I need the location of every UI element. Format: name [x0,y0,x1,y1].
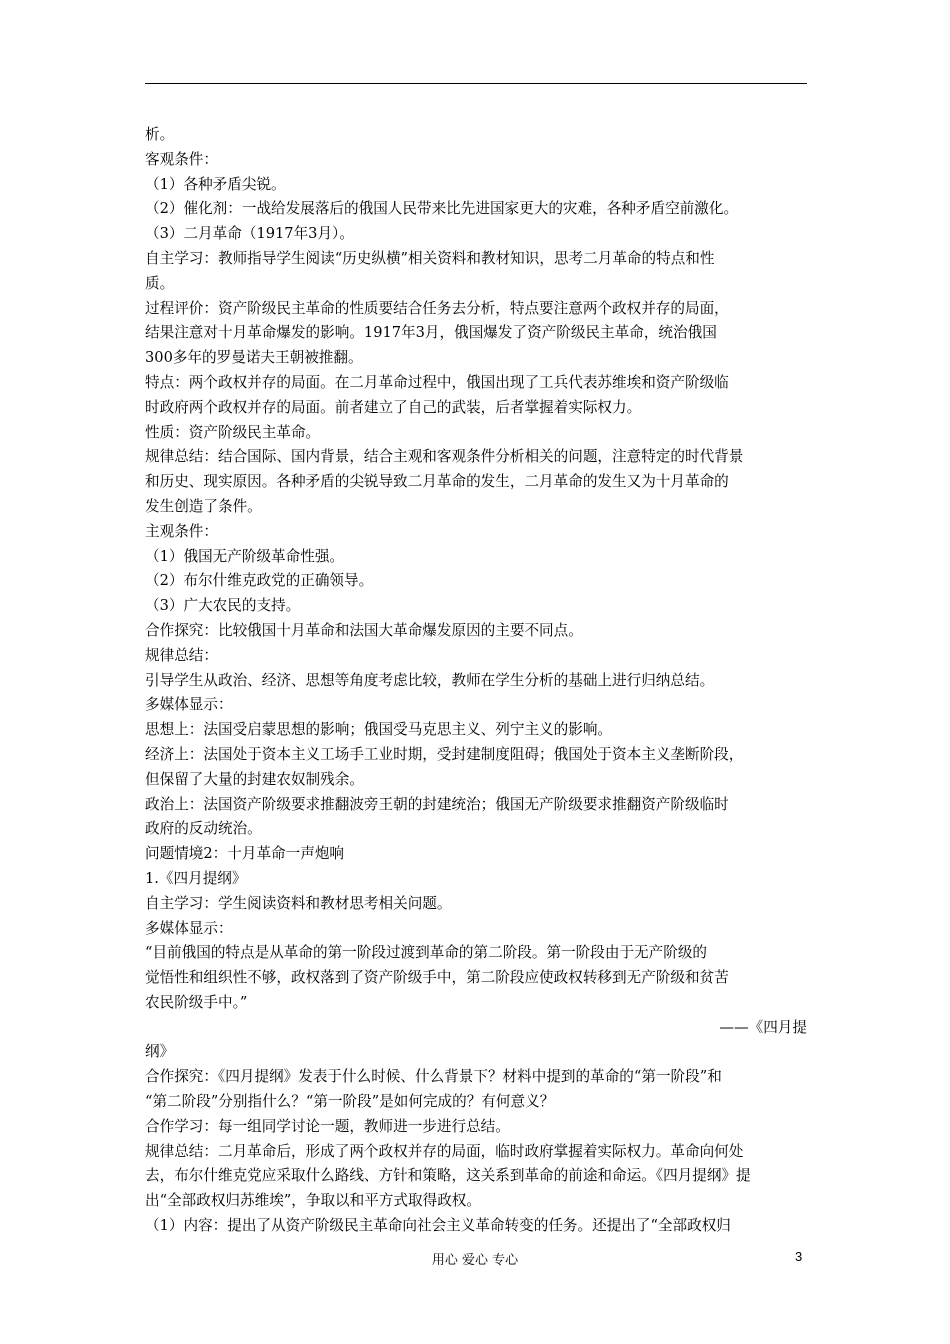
text-line: 但保留了大量的封建农奴制残余。 [145,770,364,788]
text-line: （2）催化剂：一战给发展落后的俄国人民带来比先进国家更大的灾难，各种矛盾空前激化。 [145,200,739,218]
text-line: 政治上：法国资产阶级要求推翻波旁王朝的封建统治；俄国无产阶级要求推翻资产阶级临时 [145,795,729,813]
header-rule [145,83,807,84]
quote-source: ——《四月提 [719,1018,807,1036]
text-line: 300多年的罗曼诺夫王朝被推翻。 [145,349,363,367]
text-line: 规律总结： [145,646,218,664]
quote-source-cont: 纲》 [145,1043,175,1061]
text-line: （1）俄国无产阶级革命性强。 [145,547,345,565]
text-line: 性质：资产阶级民主革命。 [145,423,321,441]
text-line: 经济上：法国处于资本主义工场手工业时期，受封建制度阻碍；俄国处于资本主义垄断阶段， [145,745,744,763]
text-line: 合作学习：每一组同学讨论一题，教师进一步进行总结。 [145,1117,510,1135]
text-line: （3）二月革命（1917年3月）。 [145,225,354,243]
text-line: 自主学习：教师指导学生阅读“历史纵横”相关资料和教材知识，思考二月革命的特点和性 [145,249,715,267]
quote-line: “目前俄国的特点是从革命的第一阶段过渡到革命的第二阶段。第一阶段由于无产阶级的 [145,944,708,962]
page-number: 3 [795,1249,803,1264]
text-line: 过程评价：资产阶级民主革命的性质要结合任务去分析，特点要注意两个政权并存的局面， [145,299,729,317]
text-line: 出“全部政权归苏维埃”，争取以和平方式取得政权。 [145,1192,481,1210]
text-line: 多媒体显示： [145,919,233,937]
text-line: （1）各种矛盾尖锐。 [145,175,286,193]
text-line: 发生创造了条件。 [145,497,262,515]
text-line: （1）内容：提出了从资产阶级民主革命向社会主义革命转变的任务。还提出了“全部政权归 [145,1217,731,1235]
text-line: 去，布尔什维克党应采取什么路线、方针和策略，这关系到革命的前途和命运。《四月提纲》提 [145,1167,751,1185]
text-line: 自主学习：学生阅读资料和教材思考相关问题。 [145,894,452,912]
text-line: 1.《四月提纲》 [145,869,247,887]
quote-line: 觉悟性和组织性不够，政权落到了资产阶级手中，第二阶段应使政权转移到无产阶级和贫苦 [145,969,729,987]
text-line: 引导学生从政治、经济、思想等角度考虑比较，教师在学生分析的基础上进行归纳总结。 [145,671,715,689]
text-line: （2）布尔什维克政党的正确领导。 [145,572,374,590]
text-line: 析。 [145,126,175,143]
text-line: 特点：两个政权并存的局面。在二月革命过程中，俄国出现了工兵代表苏维埃和资产阶级临 [145,373,729,391]
text-line: “第二阶段”分别指什么？“第一阶段”是如何完成的？有何意义？ [145,1093,555,1111]
text-line: 客观条件： [145,150,218,168]
text-line: 问题情境2：十月革命一声炮响 [145,845,345,863]
text-line: 时政府两个政权并存的局面。前者建立了自己的武装，后者掌握着实际权力。 [145,398,642,416]
text-line: 合作探究：《四月提纲》发表于什么时候、什么背景下？材料中提到的革命的“第一阶段”和 [145,1068,722,1086]
text-line: （3）广大农民的支持。 [145,597,301,615]
quote-line: 农民阶级手中。” [145,993,248,1011]
footer-slogan: 用心 爱心 专心 [431,1253,519,1268]
text-line: 质。 [145,274,175,292]
text-line: 思想上：法国受启蒙思想的影响；俄国受马克思主义、列宁主义的影响。 [145,721,613,739]
text-line: 合作探究：比较俄国十月革命和法国大革命爆发原因的主要不同点。 [145,621,583,639]
text-line: 多媒体显示： [145,696,233,714]
document-body [145,123,807,1239]
text-line: 结果注意对十月革命爆发的影响。1917年3月，俄国爆发了资产阶级民主革命，统治俄国 [145,324,717,342]
text-line: 和历史、现实原因。各种矛盾的尖锐导致二月革命的发生，二月革命的发生又为十月革命的 [145,473,729,491]
text-line: 政府的反动统治。 [145,820,262,838]
text-line: 主观条件： [145,522,218,540]
text-line: 规律总结：二月革命后，形成了两个政权并存的局面，临时政府掌握着实际权力。革命向何处 [145,1142,744,1160]
text-line: 规律总结：结合国际、国内背景，结合主观和客观条件分析相关的问题，注意特定的时代背景 [145,448,744,466]
